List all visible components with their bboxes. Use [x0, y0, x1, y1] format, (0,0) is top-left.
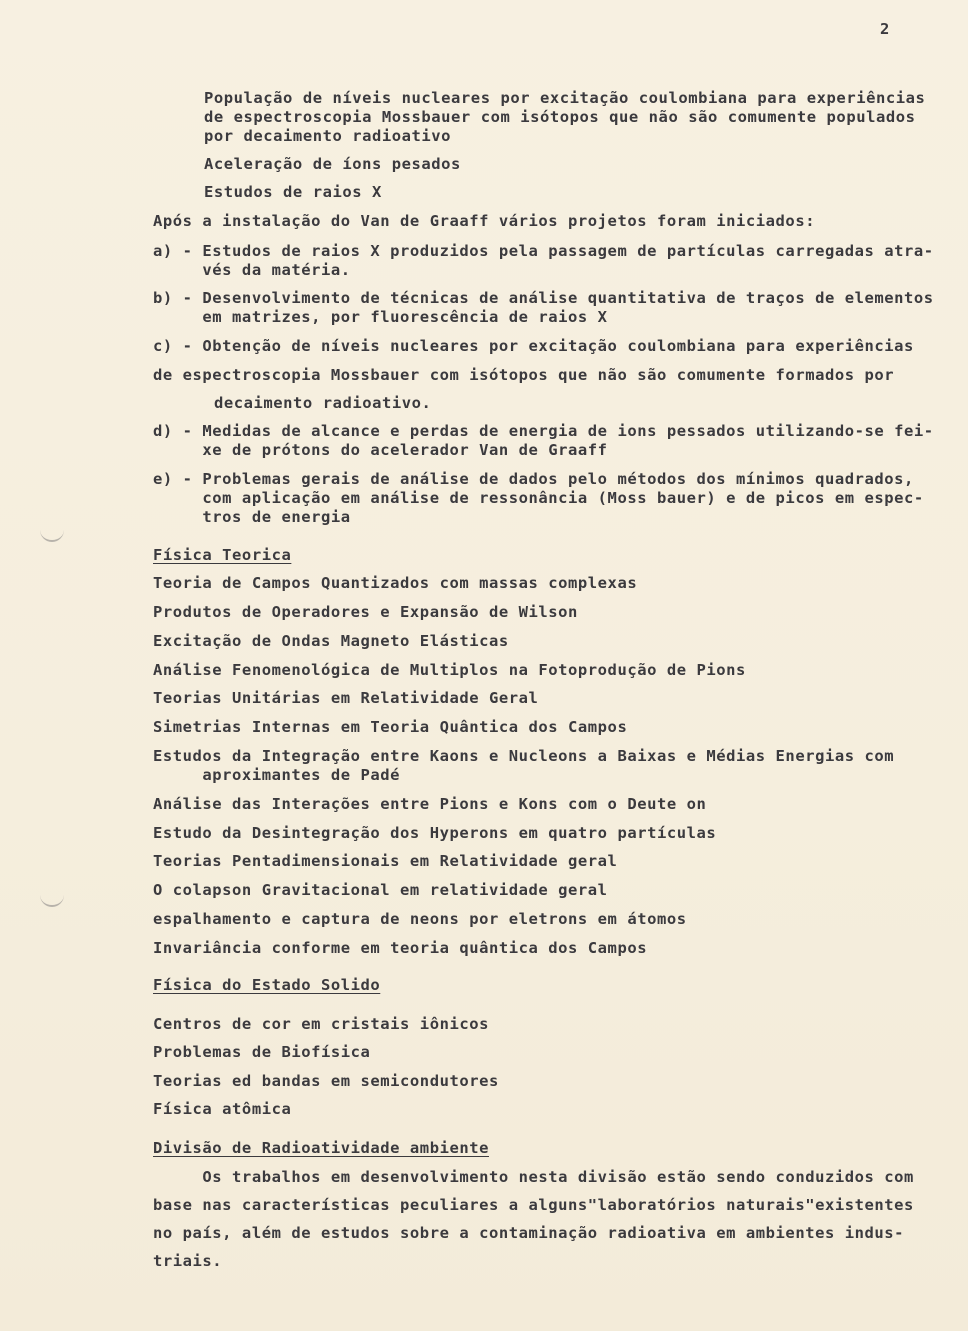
page-number: 2 [880, 20, 890, 38]
project-line: vés da matéria. [153, 261, 351, 279]
project-line: com aplicação em análise de ressonância (Moss bauer) e de picos em espec- [153, 489, 924, 507]
project-line: tros de energia [153, 508, 351, 526]
intro-line: Estudos de raios X [204, 183, 382, 201]
section-heading-fisica-teorica: Física Teorica [153, 546, 292, 564]
project-line: d) - Medidas de alcance e perdas de energia de ions pessados utilizando-se fei- [153, 422, 934, 440]
list-item: aproximantes de Padé [153, 766, 401, 784]
list-item: Estudo da Desintegração dos Hyperons em quatro partículas [153, 824, 717, 842]
intro-line: de espectroscopia Mossbauer com isótopos que não são comumente populados [204, 108, 916, 126]
intro-line: População de níveis nucleares por excitação coulombiana para experiências [204, 89, 926, 107]
punch-hole-mark [40, 528, 64, 542]
list-item: Produtos de Operadores e Expansão de Wilson [153, 603, 578, 621]
section-heading-estado-solido: Física do Estado Solido [153, 976, 381, 994]
list-item: Teorias ed bandas em semicondutores [153, 1072, 499, 1090]
list-item: Teorias Pentadimensionais em Relatividade geral [153, 852, 618, 870]
paragraph-line: Os trabalhos em desenvolvimento nesta divisão estão sendo conduzidos com [153, 1168, 914, 1186]
list-item: Simetrias Internas em Teoria Quântica dos Campos [153, 718, 628, 736]
list-item: Estudos da Integração entre Kaons e Nucleons a Baixas e Médias Energias com [153, 747, 895, 765]
project-line: de espectroscopia Mossbauer com isótopos que não são comumente formados por [153, 366, 895, 384]
intro-line: Aceleração de íons pesados [204, 155, 461, 173]
project-line: b) - Desenvolvimento de técnicas de análise quantitativa de traços de elementos [153, 289, 934, 307]
list-item: Teoria de Campos Quantizados com massas complexas [153, 574, 638, 592]
list-item: Excitação de Ondas Magneto Elásticas [153, 632, 509, 650]
project-line: a) - Estudos de raios X produzidos pela passagem de partículas carregadas atra- [153, 242, 934, 260]
list-item: Invariância conforme em teoria quântica dos Campos [153, 939, 648, 957]
list-item: Física atômica [153, 1100, 292, 1118]
paragraph-line: base nas características peculiares a alguns"laboratórios naturais"existentes [153, 1196, 914, 1214]
list-item: Análise Fenomenológica de Multiplos na Fotoprodução de Pions [153, 661, 746, 679]
list-item: O colapson Gravitacional em relatividade geral [153, 881, 608, 899]
project-line: xe de prótons do acelerador Van de Graaff [153, 441, 608, 459]
list-item: Teorias Unitárias em Relatividade Geral [153, 689, 539, 707]
project-line: em matrizes, por fluorescência de raios X [153, 308, 608, 326]
paragraph-line: triais. [153, 1252, 223, 1270]
paragraph-line: no país, além de estudos sobre a contaminação radioativa em ambientes indus- [153, 1224, 905, 1242]
intro-line: por decaimento radioativo [204, 127, 452, 145]
projects-intro: Após a instalação do Van de Graaff vários projetos foram iniciados: [153, 212, 816, 230]
project-line: decaimento radioativo. [214, 394, 432, 412]
punch-hole-mark [40, 893, 64, 907]
section-heading-radioatividade: Divisão de Radioatividade ambiente [153, 1139, 489, 1157]
project-line: e) - Problemas gerais de análise de dados pelo métodos dos mínimos quadrados, [153, 470, 914, 488]
list-item: Análise das Interações entre Pions e Kons com o Deute on [153, 795, 707, 813]
list-item: Centros de cor em cristais iônicos [153, 1015, 489, 1033]
list-item: espalhamento e captura de neons por eletrons em átomos [153, 910, 687, 928]
project-line: c) - Obtenção de níveis nucleares por excitação coulombiana para experiências [153, 337, 914, 355]
list-item: Problemas de Biofísica [153, 1043, 371, 1061]
